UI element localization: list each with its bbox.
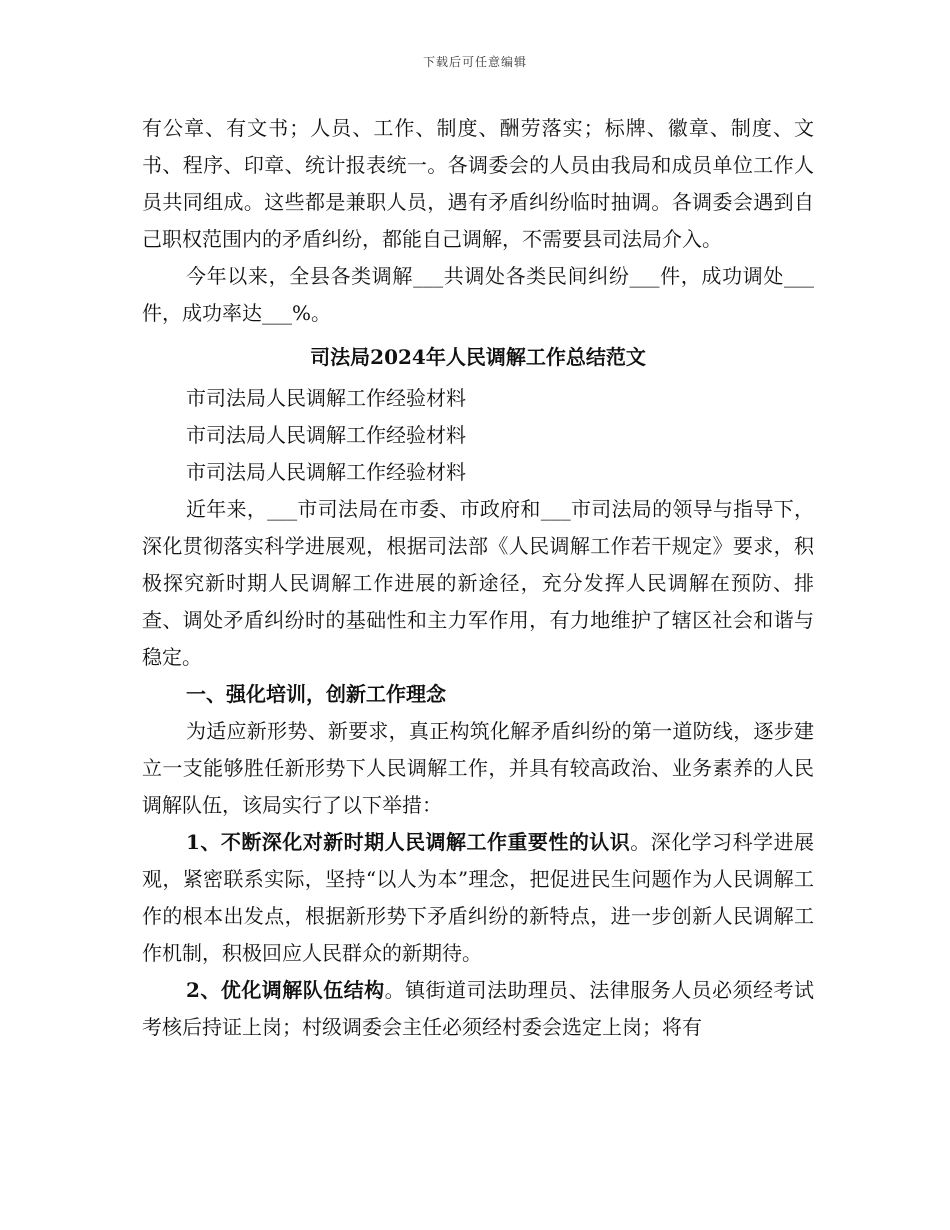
list-item-1 <box>142 824 814 972</box>
subtitle-2: 市司法局人民调解工作经验材料 <box>186 423 466 447</box>
list-item-2 <box>142 972 814 1046</box>
document-title: 司法局2024年人民调解工作总结范文 <box>310 345 646 369</box>
page-header: 下载后可任意编辑 <box>422 55 527 69</box>
list-item-1-text: 。深化学习科学进展观，紧密联系实际，坚持“以人为本”理念，把促进民生问题作为人民调解工作的根本出发点，根据新形势下矛盾纠纷的新特点，进一步创新人民调解工作机制，积极回应人民群众的新期待。 <box>142 830 815 965</box>
paragraph-3: 近年来，___市司法局在市委、市政府和___市司法局的领导与指导下，深化贯彻落实科学进展观，根据司法部《人民调解工作若干规定》要求，积极探究新时期人民调解工作进展的新途径，充分发挥人民调解在预防、排查、调处矛盾纠纷时的基础性和主力军作用，有力地维护了辖区社会和谐与稳定。 <box>142 497 814 669</box>
document-body <box>142 110 814 1046</box>
paragraph-1: 有公章、有文书；人员、工作、制度、酬劳落实；标牌、徽章、制度、文书、程序、印章、统计报表统一。各调委会的人员由我局和成员单位工作人员共同组成。这些都是兼职人员，遇有矛盾纠纷临时抽调。各调委会遇到自己职权范围内的矛盾纠纷，都能自己调解，不需要县司法局介入。 <box>142 116 814 251</box>
list-item-2-text: 。镇街道司法助理员、法律服务人员必须经考试考核后持证上岗；村级调委会主任必须经村委会选定上岗；将有 <box>142 978 814 1039</box>
subtitle-1: 市司法局人民调解工作经验材料 <box>186 386 466 410</box>
list-item-2-lead: 2、优化调解队伍结构 <box>186 978 385 1002</box>
subtitle-3: 市司法局人民调解工作经验材料 <box>186 460 466 484</box>
paragraph-4: 为适应新形势、新要求，真正构筑化解矛盾纠纷的第一道防线，逐步建立一支能够胜任新形势下人民调解工作，并具有较高政治、业务素养的人民调解队伍，该局实行了以下举措： <box>142 719 814 817</box>
section-heading-1: 一、强化培训，创新工作理念 <box>186 682 446 706</box>
paragraph-2: 今年以来，全县各类调解___共调处各类民间纠纷___件，成功调处___件，成功率达___%。 <box>142 264 814 325</box>
list-item-1-lead: 1、不断深化对新时期人民调解工作重要性的认识 <box>186 830 631 854</box>
